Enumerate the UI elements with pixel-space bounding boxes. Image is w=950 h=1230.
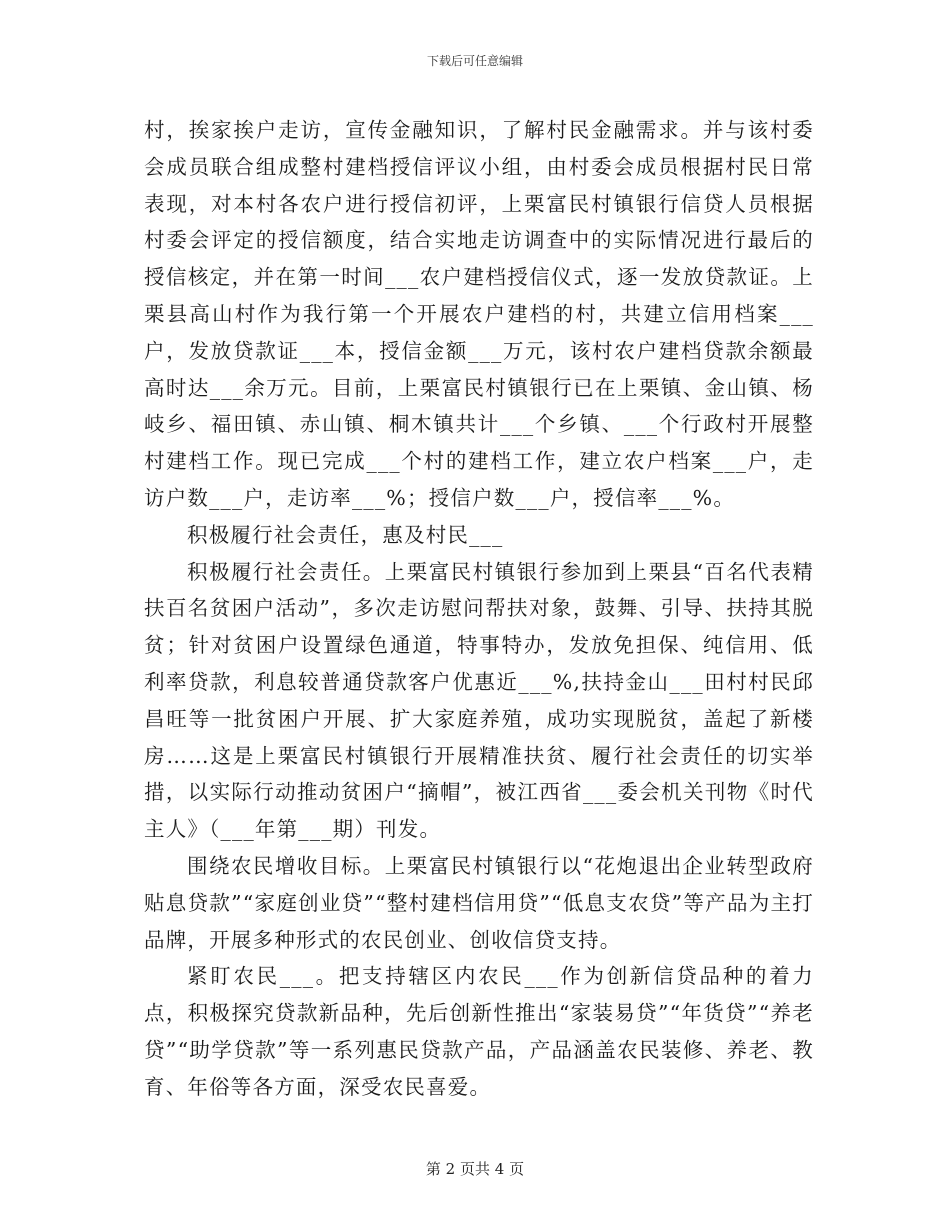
section-heading: 积极履行社会责任，惠及村民___ (187, 522, 504, 547)
page-number: 第 2 页共 4 页 (425, 1160, 525, 1178)
document-body (144, 112, 814, 1106)
paragraph: 积极履行社会责任。上栗富民村镇银行参加到上栗县“百名代表精扶百名贫困户活动”，多次走访慰问帮扶对象，鼓舞、引导、扶持其脱贫；针对贫困户设置绿色通道，特事特办，发放免担保、纯信用、低利率贷款，利息较普通贷款客户优惠近___%,扶持金山___田村村民邱昌旺等一批贫困户开展、扩大家庭养殖，成功实现脱贫，盖起了新楼房……这是上栗富民村镇银行开展精准扶贫、履行社会责任的切实举措，以实际行动推动贫困户“摘帽”，被江西省___委会机关刊物《时代主人》（___年第___期）刊发。 (144, 559, 814, 842)
paragraph: 村，挨家挨户走访，宣传金融知识，了解村民金融需求。并与该村委会成员联合组成整村建档授信评议小组，由村委会成员根据村民日常表现，对本村各农户进行授信初评，上栗富民村镇银行信贷人员根据村委会评定的授信额度，结合实地走访调查中的实际情况进行最后的授信核定，并在第一时间___农户建档授信仪式，逐一发放贷款证。上栗县高山村作为我行第一个开展农户建档的村，共建立信用档案___户，发放贷款证___本，授信金额___万元，该村农户建档贷款余额最高时达___余万元。目前，上栗富民村镇银行已在上栗镇、金山镇、杨岐乡、福田镇、赤山镇、桐木镇共计___个乡镇、___个行政村开展整村建档工作。现已完成___个村的建档工作，建立农户档案___户，走访户数___户，走访率___%；授信户数___户，授信率___%。 (144, 118, 814, 510)
page-header-note: 下载后可任意编辑 (426, 54, 523, 68)
paragraph: 围绕农民增收目标。上栗富民村镇银行以“花炮退出企业转型政府贴息贷款”“家庭创业贷”“整村建档信用贷”“低息支农贷”等产品为主打品牌，开展多种形式的农民创业、创收信贷支持。 (144, 853, 814, 952)
paragraph: 紧盯农民___。把支持辖区内农民___作为创新信贷品种的着力点，积极探究贷款新品种，先后创新性推出“家装易贷”“年货贷”“养老贷”“助学贷款”等一系列惠民贷款产品，产品涵盖农民装修、养老、教育、年俗等各方面，深受农民喜爱。 (144, 964, 814, 1099)
